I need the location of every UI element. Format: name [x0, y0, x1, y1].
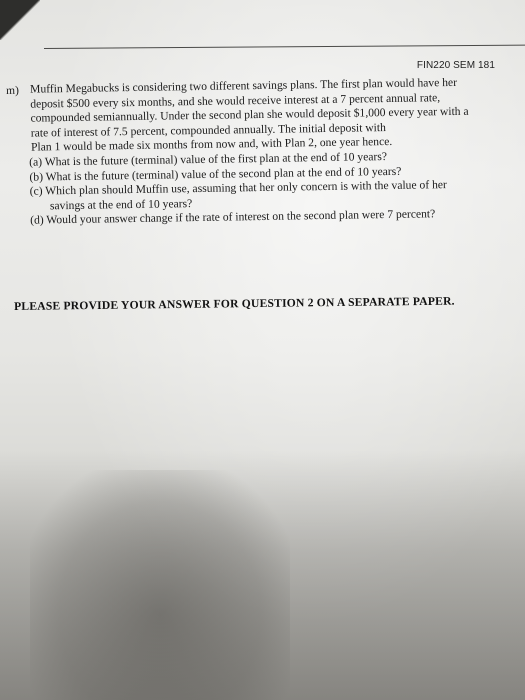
question-part-a: (a) What is the future (terminal) value of the first plan at the end of 10 years?	[29, 149, 388, 169]
question-line: Muffin Megabucks is considering two different savings plans. The first plan would have her	[29, 75, 458, 96]
question-part-b: (b) What is the future (terminal) value of the second plan at the end of 10 years?	[29, 164, 402, 184]
bottom-shadow	[0, 450, 525, 700]
paper-corner-shadow	[0, 0, 40, 40]
header-rule	[44, 45, 525, 49]
question-body	[30, 75, 519, 156]
question-block	[6, 75, 525, 229]
course-code: FIN220 SEM 181	[416, 60, 495, 71]
question-line: rate of interest of 7.5 percent, compounded annually. The initial deposit with	[30, 120, 386, 140]
question-parts	[29, 148, 525, 229]
question-part-c-continuation: savings at the end of 10 years?	[49, 196, 193, 213]
question-line: deposit $500 every six months, and she would receive interest at a 7 percent annual rate,	[30, 90, 441, 111]
question-label: m)	[6, 84, 19, 97]
question-line: Plan 1 would be made six months from now and, with Plan 2, one year hence.	[30, 135, 393, 154]
separate-paper-notice: PLEASE PROVIDE YOUR ANSWER FOR QUESTION 2 ON A SEPARATE PAPER.	[14, 294, 455, 313]
question-part-d: (d) Would your answer change if the rate of interest on the second plan were 7 percent?	[30, 207, 436, 227]
question-line: compounded semiannually. Under the second plan she would deposit $1,000 every year with a	[30, 104, 469, 125]
question-part-c: (c) Which plan should Muffin use, assuming that her only concern is with the value of her	[29, 178, 447, 198]
